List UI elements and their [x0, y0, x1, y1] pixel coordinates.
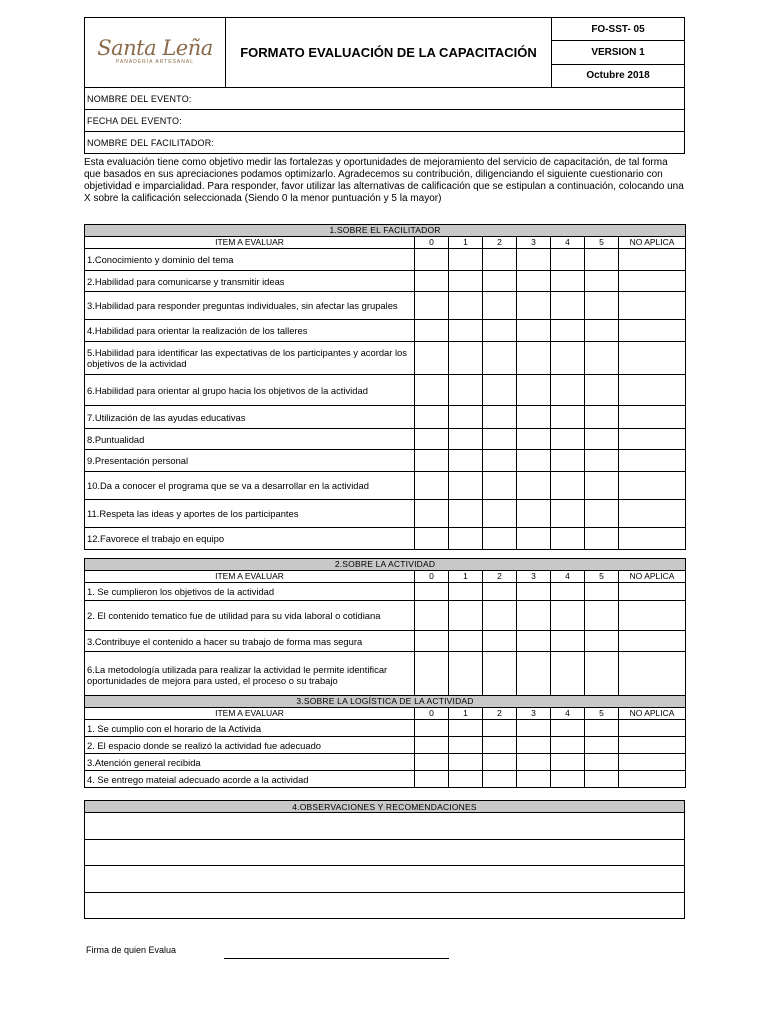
score-cell[interactable]: [517, 271, 551, 292]
score-column-header: 3: [517, 571, 551, 583]
score-cell[interactable]: [517, 429, 551, 450]
na-column-header: NO APLICA: [619, 571, 686, 583]
score-cell[interactable]: [585, 292, 619, 320]
score-cell[interactable]: [551, 375, 585, 406]
score-cell[interactable]: [483, 500, 517, 528]
signature-label: Firma de quien Evalua: [86, 945, 177, 955]
score-column-header: 5: [585, 571, 619, 583]
score-column-header: 1: [449, 237, 483, 249]
score-column-header: 2: [483, 571, 517, 583]
score-cell[interactable]: [483, 583, 517, 601]
score-cell[interactable]: [483, 472, 517, 500]
score-cell[interactable]: [517, 472, 551, 500]
score-cell[interactable]: [483, 375, 517, 406]
score-cell[interactable]: [517, 500, 551, 528]
score-column-header: 5: [585, 708, 619, 720]
score-cell[interactable]: [551, 292, 585, 320]
item-label: 9.Presentación personal: [85, 450, 415, 472]
score-column-header: 0: [415, 571, 449, 583]
score-cell[interactable]: [585, 450, 619, 472]
score-cell[interactable]: [449, 406, 483, 429]
score-cell[interactable]: [483, 601, 517, 631]
score-cell[interactable]: [449, 771, 483, 788]
score-column-header: 2: [483, 237, 517, 249]
table-row: [85, 406, 686, 429]
score-cell[interactable]: [449, 375, 483, 406]
facilitator-field[interactable]: NOMBRE DEL FACILITADOR:: [85, 132, 685, 154]
section-activity-table: [84, 558, 686, 699]
na-column-header: NO APLICA: [619, 237, 686, 249]
score-cell[interactable]: [483, 406, 517, 429]
observation-line[interactable]: [85, 839, 685, 866]
item-label: 2. El espacio donde se realizó la actividad fue adecuado: [85, 737, 415, 754]
table-row: [85, 601, 686, 631]
score-cell[interactable]: [415, 249, 449, 271]
na-cell[interactable]: [619, 500, 686, 528]
score-cell[interactable]: [449, 249, 483, 271]
table-row: [85, 737, 686, 754]
score-cell[interactable]: [415, 450, 449, 472]
score-cell[interactable]: [449, 754, 483, 771]
observation-line[interactable]: [85, 892, 685, 919]
na-cell[interactable]: [619, 528, 686, 550]
item-label: 6.Habilidad para orientar al grupo hacia los objetivos de la actividad: [85, 375, 415, 406]
score-cell[interactable]: [449, 500, 483, 528]
score-cell[interactable]: [449, 720, 483, 737]
score-cell[interactable]: [551, 631, 585, 652]
table-row: [85, 429, 686, 450]
score-column-header: 3: [517, 237, 551, 249]
item-label: 3.Contribuye el contenido a hacer su trabajo de forma mas segura: [85, 631, 415, 652]
item-label: 12.Favorece el trabajo en equipo: [85, 528, 415, 550]
score-cell[interactable]: [415, 583, 449, 601]
score-cell[interactable]: [585, 631, 619, 652]
score-cell[interactable]: [551, 737, 585, 754]
section-title: 2.SOBRE LA ACTIVIDAD: [85, 559, 686, 571]
score-cell[interactable]: [483, 720, 517, 737]
score-cell[interactable]: [585, 271, 619, 292]
table-row: [85, 583, 686, 601]
form-date: Octubre 2018: [552, 64, 685, 87]
observations-table: [84, 800, 685, 919]
item-label: 11.Respeta las ideas y aportes de los participantes: [85, 500, 415, 528]
score-column-header: 4: [551, 571, 585, 583]
logo-text: Santa Leña: [97, 35, 213, 60]
table-row: [85, 720, 686, 737]
score-cell[interactable]: [517, 450, 551, 472]
score-cell[interactable]: [551, 601, 585, 631]
score-cell[interactable]: [585, 720, 619, 737]
table-row: [85, 771, 686, 788]
score-cell[interactable]: [483, 771, 517, 788]
score-cell[interactable]: [585, 429, 619, 450]
item-label: 7.Utilización de las ayudas educativas: [85, 406, 415, 429]
table-row: [85, 249, 686, 271]
score-cell[interactable]: [517, 601, 551, 631]
score-cell[interactable]: [415, 406, 449, 429]
score-cell[interactable]: [449, 450, 483, 472]
score-cell[interactable]: [585, 406, 619, 429]
score-cell[interactable]: [517, 720, 551, 737]
item-label: 1.Conocimiento y dominio del tema: [85, 249, 415, 271]
score-cell[interactable]: [415, 429, 449, 450]
logo-cell: [85, 18, 226, 88]
score-cell[interactable]: [449, 631, 483, 652]
na-cell[interactable]: [619, 450, 686, 472]
score-cell[interactable]: [551, 271, 585, 292]
score-column-header: 0: [415, 237, 449, 249]
score-column-header: 1: [449, 708, 483, 720]
event-name-field[interactable]: NOMBRE DEL EVENTO:: [85, 88, 685, 110]
na-cell[interactable]: [619, 292, 686, 320]
table-row: [85, 500, 686, 528]
na-cell[interactable]: [619, 406, 686, 429]
table-row: [85, 450, 686, 472]
score-cell[interactable]: [585, 249, 619, 271]
item-label: 6.La metodología utilizada para realizar la actividad le permite identificar oportunidades de mejora para usted, el proceso o su trabajo: [85, 652, 415, 699]
score-cell[interactable]: [585, 342, 619, 375]
score-cell[interactable]: [551, 406, 585, 429]
na-cell[interactable]: [619, 271, 686, 292]
score-cell[interactable]: [415, 320, 449, 342]
score-cell[interactable]: [551, 342, 585, 375]
table-row: [85, 292, 686, 320]
observation-line[interactable]: [85, 866, 685, 893]
score-cell[interactable]: [449, 583, 483, 601]
score-cell[interactable]: [517, 737, 551, 754]
score-column-header: 3: [517, 708, 551, 720]
score-cell[interactable]: [415, 528, 449, 550]
score-cell[interactable]: [483, 271, 517, 292]
table-row: [85, 472, 686, 500]
form-title: FORMATO EVALUACIÓN DE LA CAPACITACIÓN: [226, 18, 552, 88]
score-cell[interactable]: [415, 754, 449, 771]
event-date-field[interactable]: FECHA DEL EVENTO:: [85, 110, 685, 132]
na-cell[interactable]: [619, 754, 686, 771]
score-cell[interactable]: [449, 342, 483, 375]
score-column-header: 1: [449, 571, 483, 583]
score-cell[interactable]: [517, 249, 551, 271]
score-cell[interactable]: [551, 472, 585, 500]
section-title: 3.SOBRE LA LOGÍSTICA DE LA ACTIVIDAD: [85, 696, 686, 708]
table-row: [85, 528, 686, 550]
score-cell[interactable]: [551, 429, 585, 450]
na-cell[interactable]: [619, 429, 686, 450]
logo-subtitle: PANADERÍA ARTESANAL: [115, 58, 194, 65]
score-cell[interactable]: [483, 754, 517, 771]
score-cell[interactable]: [415, 737, 449, 754]
score-cell[interactable]: [449, 601, 483, 631]
score-cell[interactable]: [517, 652, 551, 699]
score-cell[interactable]: [415, 500, 449, 528]
score-cell[interactable]: [483, 631, 517, 652]
score-cell[interactable]: [585, 375, 619, 406]
item-label: 3.Atención general recibida: [85, 754, 415, 771]
score-cell[interactable]: [415, 720, 449, 737]
score-cell[interactable]: [483, 320, 517, 342]
score-cell[interactable]: [517, 583, 551, 601]
score-cell[interactable]: [415, 652, 449, 699]
score-cell[interactable]: [483, 528, 517, 550]
score-cell[interactable]: [415, 292, 449, 320]
table-row: [85, 652, 686, 699]
na-cell[interactable]: [619, 652, 686, 699]
score-cell[interactable]: [483, 342, 517, 375]
instructions-text: Esta evaluación tiene como objetivo medir las fortalezas y oportunidades de mejoramiento del servicio de capacitación, de tal forma que basados en sus apreciaciones podamos optimizarlo. Agradecemos su contribución, diligenciando el siguiente cuestionario con objetividad e imparcialidad. Para responder, favor utilizar las alternativas de calificación que se estipulan a continuación, colocando una X sobre la calificación seleccionada (Siendo 0 la menor puntuación y 5 la mayor): [84, 157, 684, 204]
observation-line[interactable]: [85, 813, 685, 840]
score-cell[interactable]: [551, 754, 585, 771]
score-cell[interactable]: [517, 771, 551, 788]
section-title: 1.SOBRE EL FACILITADOR: [85, 225, 686, 237]
score-cell[interactable]: [415, 271, 449, 292]
na-cell[interactable]: [619, 720, 686, 737]
item-column-header: ITEM A EVALUAR: [85, 237, 415, 249]
score-cell[interactable]: [517, 342, 551, 375]
score-cell[interactable]: [415, 375, 449, 406]
score-column-header: 2: [483, 708, 517, 720]
na-cell[interactable]: [619, 771, 686, 788]
score-cell[interactable]: [551, 450, 585, 472]
score-cell[interactable]: [585, 737, 619, 754]
na-cell[interactable]: [619, 631, 686, 652]
na-cell[interactable]: [619, 583, 686, 601]
score-cell[interactable]: [551, 720, 585, 737]
signature-line[interactable]: [224, 958, 449, 959]
score-cell[interactable]: [483, 652, 517, 699]
score-cell[interactable]: [585, 652, 619, 699]
score-cell[interactable]: [449, 271, 483, 292]
score-cell[interactable]: [449, 737, 483, 754]
na-cell[interactable]: [619, 320, 686, 342]
table-row: [85, 631, 686, 652]
score-cell[interactable]: [551, 528, 585, 550]
score-cell[interactable]: [551, 583, 585, 601]
observations-title: 4.OBSERVACIONES Y RECOMENDACIONES: [85, 801, 685, 813]
na-cell[interactable]: [619, 472, 686, 500]
item-label: 5.Habilidad para identificar las expectativas de los participantes y acordar los objetivos de la actividad: [85, 342, 415, 375]
score-cell[interactable]: [415, 631, 449, 652]
table-row: [85, 320, 686, 342]
score-cell[interactable]: [551, 771, 585, 788]
score-cell[interactable]: [517, 375, 551, 406]
na-cell[interactable]: [619, 249, 686, 271]
item-label: 4.Habilidad para orientar la realización de los talleres: [85, 320, 415, 342]
score-cell[interactable]: [517, 292, 551, 320]
event-info: [84, 87, 685, 154]
score-cell[interactable]: [585, 754, 619, 771]
form-header: [84, 17, 685, 88]
score-cell[interactable]: [517, 406, 551, 429]
score-cell[interactable]: [449, 472, 483, 500]
score-cell[interactable]: [415, 771, 449, 788]
score-cell[interactable]: [551, 652, 585, 699]
score-cell[interactable]: [449, 292, 483, 320]
score-cell[interactable]: [449, 429, 483, 450]
item-label: 1. Se cumplio con el horario de la Activida: [85, 720, 415, 737]
score-cell[interactable]: [449, 320, 483, 342]
score-cell[interactable]: [551, 500, 585, 528]
na-cell[interactable]: [619, 601, 686, 631]
item-label: 2.Habilidad para comunicarse y transmitir ideas: [85, 271, 415, 292]
score-cell[interactable]: [585, 472, 619, 500]
score-column-header: 5: [585, 237, 619, 249]
score-cell[interactable]: [449, 652, 483, 699]
score-cell[interactable]: [449, 528, 483, 550]
score-cell[interactable]: [483, 429, 517, 450]
score-cell[interactable]: [585, 528, 619, 550]
section-facilitator-table: [84, 224, 686, 550]
score-cell[interactable]: [483, 450, 517, 472]
score-cell[interactable]: [585, 771, 619, 788]
score-cell[interactable]: [483, 292, 517, 320]
form-code: FO-SST- 05: [552, 18, 685, 41]
score-cell[interactable]: [551, 320, 585, 342]
na-column-header: NO APLICA: [619, 708, 686, 720]
item-column-header: ITEM A EVALUAR: [85, 571, 415, 583]
score-cell[interactable]: [415, 342, 449, 375]
item-label: 4. Se entrego mateial adecuado acorde a la actividad: [85, 771, 415, 788]
score-cell[interactable]: [585, 320, 619, 342]
score-column-header: 4: [551, 708, 585, 720]
score-column-header: 0: [415, 708, 449, 720]
form-version: VERSION 1: [552, 41, 685, 64]
na-cell[interactable]: [619, 342, 686, 375]
score-cell[interactable]: [415, 472, 449, 500]
company-logo: [97, 35, 213, 65]
score-cell[interactable]: [585, 500, 619, 528]
score-cell[interactable]: [483, 249, 517, 271]
score-column-header: 4: [551, 237, 585, 249]
score-cell[interactable]: [483, 737, 517, 754]
item-column-header: ITEM A EVALUAR: [85, 708, 415, 720]
score-cell[interactable]: [517, 754, 551, 771]
score-cell[interactable]: [551, 249, 585, 271]
table-row: [85, 342, 686, 375]
item-label: 10.Da a conocer el programa que se va a desarrollar en la actividad: [85, 472, 415, 500]
na-cell[interactable]: [619, 737, 686, 754]
score-cell[interactable]: [585, 583, 619, 601]
score-cell[interactable]: [517, 528, 551, 550]
score-cell[interactable]: [585, 601, 619, 631]
item-label: 3.Habilidad para responder preguntas individuales, sin afectar las grupales: [85, 292, 415, 320]
item-label: 1. Se cumplieron los objetivos de la actividad: [85, 583, 415, 601]
item-label: 8.Puntualidad: [85, 429, 415, 450]
table-row: [85, 271, 686, 292]
table-row: [85, 375, 686, 406]
score-cell[interactable]: [415, 601, 449, 631]
na-cell[interactable]: [619, 375, 686, 406]
item-label: 2. El contenido tematico fue de utilidad para su vida laboral o cotidiana: [85, 601, 415, 631]
score-cell[interactable]: [517, 631, 551, 652]
score-cell[interactable]: [517, 320, 551, 342]
section-logistics-table: [84, 695, 686, 788]
table-row: [85, 754, 686, 771]
